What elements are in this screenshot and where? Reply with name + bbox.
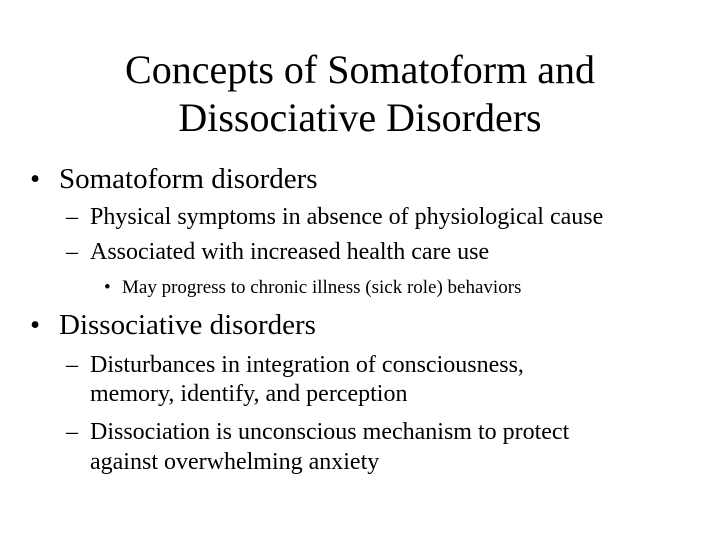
sub-bullet-disturbances-line-1: Disturbances in integration of consciousness, [90,352,524,378]
bullet-marker: • [30,309,41,341]
bullet-marker: • [30,163,41,195]
sub-bullet-dissociation-line-1: Dissociation is unconscious mechanism to protect [90,419,570,445]
sub-bullet-disturbances-line-2: memory, identify, and perception [90,381,408,407]
title-line-2: Dissociative Disorders [178,95,542,140]
dash-marker: – [66,204,78,230]
bullet-somatoform: Somatoform disorders [59,163,318,195]
dash-marker: – [66,419,78,445]
bullet-dissociative: Dissociative disorders [59,309,316,341]
sub-bullet-dissociation-line-2: against overwhelming anxiety [90,449,380,475]
sub-sub-bullet-chronic-illness: May progress to chronic illness (sick role) behaviors [122,277,522,298]
sub-bullet-physical-symptoms: Physical symptoms in absence of physiological cause [90,204,604,230]
dash-marker: – [66,239,78,265]
sub-bullet-health-care-use: Associated with increased health care use [90,239,490,265]
title-line-1: Concepts of Somatoform and [125,47,595,92]
small-bullet-marker: • [104,277,111,298]
dash-marker: – [66,352,78,378]
